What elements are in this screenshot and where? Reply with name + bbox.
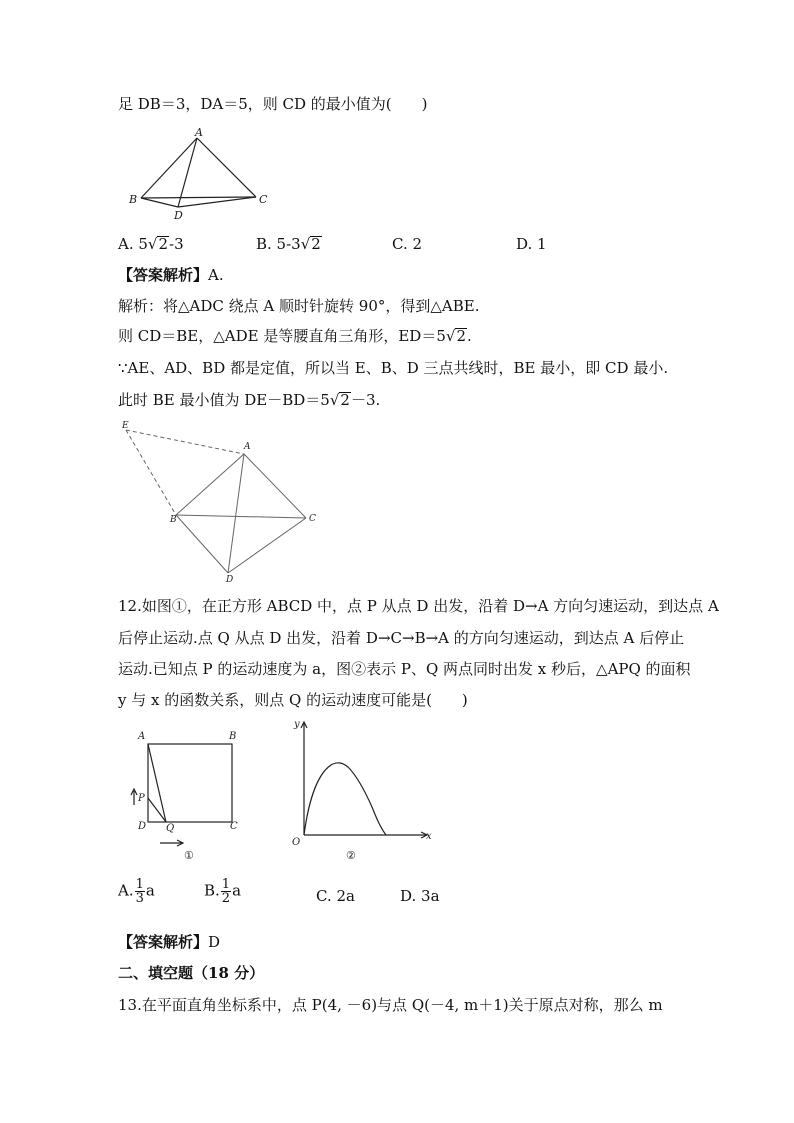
q12-option-b-suffix: a xyxy=(232,881,242,900)
q11-explain-4-text: 此时 BE 最小值为 DE－BD＝5 xyxy=(118,391,330,409)
q11-option-a-prefix: A. 5 xyxy=(118,235,148,253)
q12-line-2: 后停止运动.点 Q 从点 D 出发，沿着 D→C→B→A 的方向匀速运动，到达点 A 后停止 xyxy=(118,629,685,647)
q12-answer-value: D xyxy=(208,933,221,951)
q11-explain-2: 则 CD＝BE，△ADE 是等腰直角三角形，ED＝5√2. xyxy=(118,327,472,345)
q11-figure-rotation xyxy=(116,418,326,588)
q12-line-3: 运动.已知点 P 的运动速度为 a，图②表示 P、Q 两点同时出发 x 秒后，△APQ 的面积 xyxy=(118,660,691,678)
q12-option-c: C. 2a xyxy=(316,887,355,905)
q11-fig1-label-b: B xyxy=(129,193,138,206)
q12-figure-graph xyxy=(286,715,436,865)
q11-fig1-label-c: C xyxy=(259,193,268,206)
q12-option-a-denominator: 3 xyxy=(135,891,144,906)
q12-option-b-fraction xyxy=(221,878,231,905)
q11-answer-head: 【答案解析】 xyxy=(118,266,209,284)
q11-fig2-label-b: B xyxy=(170,515,177,525)
q12-fig1-caption: ① xyxy=(184,849,194,862)
q11-explain-1: 解析：将△ADC 绕点 A 顺时针旋转 90°，得到△ABE. xyxy=(118,297,480,315)
q12-option-a-prefix: A. xyxy=(118,881,134,900)
q12-option-a-fraction xyxy=(135,878,145,905)
q11-answer xyxy=(118,265,224,285)
q11-explain-2-radicand: 2 xyxy=(456,327,466,345)
q12-line-1: 12.如图①，在正方形 ABCD 中，点 P 从点 D 出发，沿着 D→A 方向匀速运动，到达点 A xyxy=(118,597,719,615)
q12-line-4: y 与 x 的函数关系，则点 Q 的运动速度可能是( ) xyxy=(118,691,468,709)
q11-option-b: B. 5-3√2 xyxy=(256,235,321,253)
q12-option-b xyxy=(204,878,241,905)
q12-option-b-prefix: B. xyxy=(204,881,220,900)
q11-fig1-label-a: A xyxy=(195,126,203,139)
q12-option-d: D. 3a xyxy=(400,887,440,905)
q11-stem-line: 足 DB＝3，DA＝5，则 CD 的最小值为( ) xyxy=(118,95,428,113)
q11-explain-3: ∵AE、AD、BD 都是定值，所以当 E、B、D 三点共线时，BE 最小，即 CD 最小. xyxy=(118,359,669,377)
q11-explain-4: 此时 BE 最小值为 DE－BD＝5√2－3. xyxy=(118,391,381,409)
q11-option-a-radicand: 2 xyxy=(158,235,169,253)
q12-answer xyxy=(118,932,220,952)
q11-explain-2-suffix: . xyxy=(467,327,472,345)
q12-fig2-label-y: y xyxy=(294,719,300,730)
q12-fig1-label-p: P xyxy=(138,793,145,804)
q11-figure-triangle xyxy=(120,124,280,224)
q12-option-a-numerator: 1 xyxy=(135,877,144,892)
q13-line-1: 13.在平面直角坐标系中，点 P(4, －6)与点 Q(－4, m＋1)关于原点对称，那么 m xyxy=(118,996,663,1014)
section-2-title: 二、填空题（18 分） xyxy=(118,964,265,982)
q12-fig1-label-c: C xyxy=(230,821,238,832)
q11-explain-4-suffix: －3. xyxy=(350,391,381,409)
q11-option-c: C. 2 xyxy=(392,235,423,253)
q11-fig2-label-d: D xyxy=(226,575,234,585)
q11-fig2-label-e: E xyxy=(122,421,129,431)
q12-fig2-caption: ② xyxy=(346,849,356,862)
q12-fig1-label-b: B xyxy=(229,731,237,742)
q11-option-b-prefix: B. 5-3 xyxy=(256,235,301,253)
q12-fig2-label-x: x xyxy=(426,831,432,842)
q12-option-a-suffix: a xyxy=(145,881,155,900)
q12-answer-head: 【答案解析】 xyxy=(118,933,209,951)
q11-option-a: A. 5√2-3 xyxy=(118,235,184,253)
q11-option-d: D. 1 xyxy=(516,235,547,253)
q12-option-b-numerator: 1 xyxy=(221,877,231,892)
q11-option-b-radicand: 2 xyxy=(311,235,321,253)
q12-fig2-label-o: O xyxy=(292,837,301,848)
q12-option-a xyxy=(118,878,155,905)
q12-option-b-denominator: 2 xyxy=(221,891,231,906)
q12-figure-square xyxy=(126,725,256,865)
q11-explain-2-text: 则 CD＝BE，△ADE 是等腰直角三角形，ED＝5 xyxy=(118,327,446,345)
q12-fig1-label-q: Q xyxy=(166,823,175,834)
q11-explain-4-radicand: 2 xyxy=(340,391,350,409)
q12-fig1-label-d: D xyxy=(138,821,147,832)
q11-fig2-label-a: A xyxy=(244,442,251,452)
q11-fig2-label-c: C xyxy=(309,514,316,524)
q11-fig1-label-d: D xyxy=(174,209,183,222)
q12-fig1-label-a: A xyxy=(138,731,146,742)
q11-option-a-suffix: -3 xyxy=(169,235,184,253)
q11-answer-value: A. xyxy=(208,266,224,284)
